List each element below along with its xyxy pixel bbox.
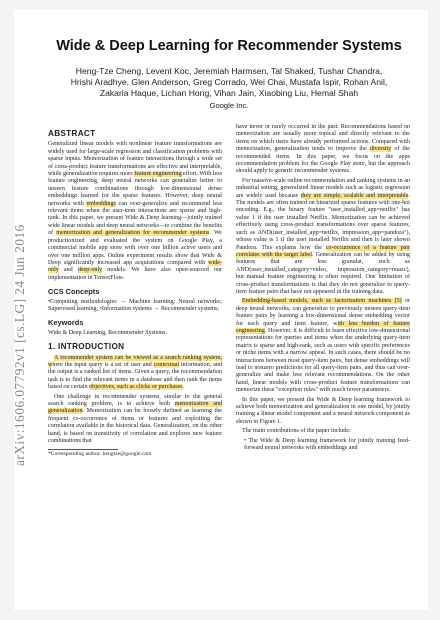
ccs-text: •Computing methodologies → Machine learning; Neural networks; Supervised learning; •Information systems → Recommender systems; [48, 298, 222, 312]
highlight: ith less burden of feature engineering [236, 320, 411, 334]
highlight: contextual [153, 361, 180, 368]
affiliation: Google Inc. [209, 101, 249, 110]
paper-page [14, 10, 428, 610]
abstract-heading: ABSTRACT [48, 129, 96, 138]
author-list [48, 66, 410, 99]
footnote: *Corresponding author: hengtze@google.com [48, 451, 152, 458]
highlight: diversity [369, 146, 392, 153]
highlight: objectives, such as clicks or purchases [89, 384, 183, 391]
keywords-text: Wide & Deep Learning, Recommender Systems. [48, 329, 168, 336]
highlight: embeddings [86, 200, 116, 207]
author-line: Heng-Tze Cheng, Levent Koc, Jeremiah Harmsen, Tal Shaked, Tushar Chandra, [75, 66, 383, 76]
highlight: they are simple, scalable and interpretable [300, 192, 409, 199]
body-paragraph: For massive-scale online recommendation and ranking systems in an industrial setting, generalized linear models such as logistic regression are widely used because they are simple, scalable and interpretable. The models are often trained on binarized sparse features with one-hot encoding. E.g., the binary feature "user_installed_app=netflix" has value 1 if the user installed Netflix. Memorization can be achieved effectively using cross-product transformations over sparse features, such as AND(user_installed_app=netflix, impression_app=pandora"), whose value is 1 if the user installed Netflix and then is later shown Pandora. This explains how the co-occurrence of a feature pair correlates with the target label. Generalization can be added by using features that are less granular, such as AND(user_installed_category=video, impression_category=music), but manual feature engineering is often required. One limitation of cross-product transformations is that they do not generalize to query-item feature pairs that have not appeared in the training data. [236, 177, 410, 295]
paper-title: Wide & Deep Learning for Recommender Systems [56, 38, 402, 54]
intro-paragraph: One challenge in recommender systems, similar to the general search ranking problem, is to achieve both memorization and generalization. Memorization can be loosely defined as learning the frequent co-occurrence of items or features and exploiting the correlation available in the historical data. Generalization, on the other hand, is based on transitivity of correlation and explores new feature combinations that [48, 393, 222, 445]
highlight: memorization and generalization [48, 401, 222, 415]
author-line: Hrishi Aradhye, Glen Anderson, Greg Corrado, Wei Chai, Mustafa Ispir, Rohan Anil, [70, 77, 388, 87]
highlight: wide-only [48, 259, 222, 274]
author-line: Zakaria Haque, Lichan Hong, Vihan Jain, Xiaobing Liu, Hemal Shah [99, 88, 359, 98]
highlight: deep-only [77, 267, 103, 274]
ccs-heading: CCS Concepts [48, 287, 100, 297]
list-item: • The Wide & Deep learning framework for jointly training feed-forward neural networks with embeddings and [244, 438, 410, 453]
body-paragraph: In this paper, we present the Wide & Deep learning framework to achieve both memorization and generalization in one model, by jointly training a linear model component and a neural network component as shown in Figure 1. [236, 396, 410, 425]
body-paragraph: Embedding-based models, such as factorization machines [5] or deep neural networks, can generalize to previously unseen query-item feature pairs by learning a low-dimensional dense embedding vector for each query and item feature, with less burden of feature engineering. However, it is difficult to learn effective low-dimensional representations for queries and items when the underlying query-item matrix is sparse and high-rank, such as users with specific preferences or niche items with a narrow appeal. In such cases, there should be no interactions between most query-item pairs, but dense embeddings will lead to nonzero predictions for all query-item pairs, and thus can over-generalize and make less relevant recommendations. On the other hand, linear models with cross-product feature transformations can memorize these "exception rules" with much fewer parameters. [236, 298, 411, 394]
right-column [236, 124, 410, 458]
arxiv-identifier[interactable]: arXiv:1606.07792v1 [cs.LG] 24 Jun 2016 [12, 224, 27, 466]
keywords-heading: Keywords [48, 318, 84, 328]
body-paragraph: The main contributions of the paper include: [242, 428, 351, 435]
left-column [48, 124, 222, 458]
highlight: feature engineering [134, 171, 182, 178]
highlight: co-occurrence of a feature pair correlates with the target label [236, 244, 410, 258]
abstract-paragraph: Generalized linear models with nonlinear feature transformations are widely used for large-scale regression and classification problems with sparse inputs. Memorization of feature interactions through a wide set of cross-product feature transformations are effective and interpretable, while generalization requires more feature engineering effort. With less feature engineering, deep neural networks can generalize better to unseen feature combinations through low-dimensional dense embeddings learned for the sparse features. However, deep neural networks with embeddings can over-generalize and recommend less relevant items when the user-item interactions are sparse and high-rank. In this paper, we present Wide & Deep learning—jointly trained wide linear models and deep neural networks—to combine the benefits of memorization and generalization for recommender systems. We productionized and evaluated the system on Google Play, a commercial mobile app store with over one billion active users and over one million apps. Online experiment results show that Wide & Deep significantly increased app acquisitions compared with wide-only and deep-only models. We have also open-sourced our implementation in TensorFlow. [48, 141, 222, 281]
highlight: A recommender system can be viewed as a search ranking system, w [48, 354, 222, 368]
highlight: memorization and generalization for recommender systems [56, 230, 210, 237]
body-paragraph: have never or rarely occurred in the past. Recommendations based on memorization are usually more topical and directly relevant to the items on which users have already performed actions. Compared with memorization, generalization tends to improve the diversity of the recommended items. In this paper, we focus on the apps recommendation problem for the Google Play store, but the approach should apply to generic recommender systems. [236, 124, 410, 175]
contribution-list [244, 438, 410, 453]
introduction-heading: 1. INTRODUCTION [48, 342, 125, 352]
two-column-body [48, 124, 410, 458]
highlight: Embedding-based models, such as factorization machines [5] [242, 298, 402, 305]
intro-paragraph: A recommender system can be viewed as a search ranking system, where the input query is a set of user and contextual information, and the output is a ranked list of items. Given a query, the recommendation task is to find the relevant items in a database and then rank the items based on certain objectives, such as clicks or purchases. [48, 354, 222, 391]
